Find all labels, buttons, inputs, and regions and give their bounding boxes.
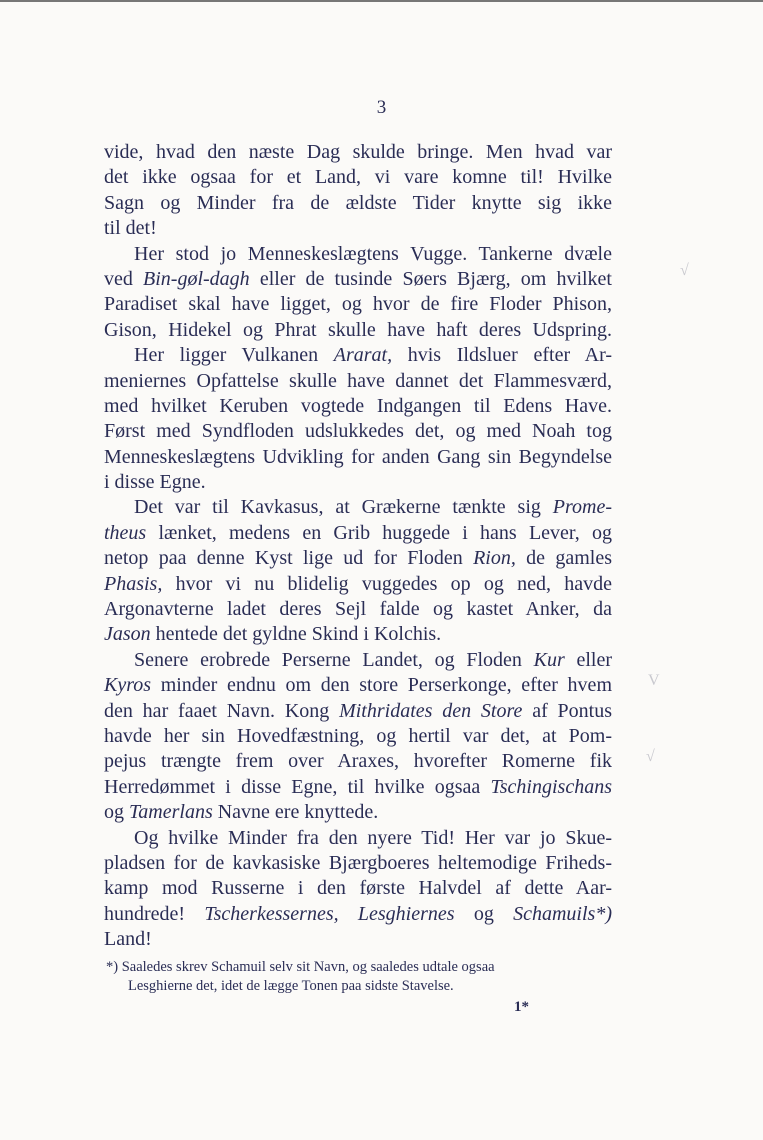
body-text [104, 140, 612, 953]
italic-term: Schamuils*) [513, 902, 612, 925]
italic-term: Tschingischans [490, 775, 612, 798]
text-line: netop paa denne Kyst lige ud for Floden Rion, de gamles [104, 547, 613, 570]
text-line: meniernes Opfattelse skulle have dannet det Flammesværd, [104, 369, 612, 392]
footnote-line: *) Saaledes skrev Schamuil selv sit Navn, og saaledes udtale ogsaa [106, 959, 495, 975]
margin-check-mark: V [648, 672, 660, 689]
text-line: Her stod jo Menneskeslægtens Vugge. Tankerne dvæle [134, 242, 612, 265]
text-line: Senere erobrede Perserne Landet, og Floden Kur eller [134, 648, 612, 671]
italic-term: Mithridates den Store [339, 699, 523, 722]
text-line: Sagn og Minder fra de ældste Tider knytte sig ikke [104, 191, 612, 214]
text-line: hundrede! Tscherkessernes, Lesghiernes og Schamuils*) [104, 902, 612, 925]
margin-check-mark: √ [646, 748, 655, 765]
text-line: Phasis, hvor vi nu blidelig vuggedes op og ned, havde [104, 572, 612, 595]
italic-term: Rion, [473, 547, 516, 570]
text-line: Det var til Kavkasus, at Grækerne tænkte sig Prome- [134, 496, 612, 519]
text-line: Her ligger Vulkanen Ararat, hvis Ildsluer efter Ar- [134, 344, 613, 367]
italic-term: Bin-gøl-dagh [143, 267, 250, 290]
italic-term: Jason [104, 623, 151, 646]
text-line: pejus trængte frem over Araxes, hvorefter Romerne fik [104, 750, 612, 773]
signature-mark: 1* [514, 999, 529, 1015]
text-line: med hvilket Keruben vogtede Indgangen til Edens Have. [104, 394, 612, 417]
text-line: til det! [104, 217, 157, 240]
text-line: og Tamerlans Navne ere knyttede. [104, 801, 379, 824]
text-line: havde her sin Hovedfæstning, og hertil var det, at Pom- [104, 724, 612, 747]
text-line: ved Bin-gøl-dagh eller de tusinde Søers Bjærg, om hvilket [104, 267, 612, 290]
text-line: den har faaet Navn. Kong Mithridates den Store af Pontus [104, 699, 613, 722]
italic-term: Tscherkessernes, Lesghiernes [204, 902, 455, 925]
footnote-line: Lesghierne det, idet de lægge Tonen paa sidste Stavelse. [128, 978, 454, 994]
text-line: det ikke ogsaa for et Land, vi vare komne til! Hvilke [104, 166, 612, 189]
italic-term: Phasis, [104, 572, 163, 595]
italic-term: Kyros [104, 674, 152, 697]
italic-term: theus [104, 521, 147, 544]
text-line: Paradiset skal have ligget, og hvor de fire Floder Phison, [104, 293, 612, 316]
italic-term: Kur [533, 648, 565, 671]
text-line: Herredømmet i disse Egne, til hvilke ogsaa Tschingischans [104, 775, 612, 798]
italic-term: Tamerlans [129, 801, 213, 824]
text-line: Gison, Hidekel og Phrat skulle have haft deres Udspring. [104, 318, 612, 341]
text-line: kamp mod Russerne i den første Halvdel af dette Aar- [104, 877, 612, 900]
footnote [104, 958, 612, 996]
text-line: Land! [104, 928, 152, 951]
text-line: theus lænket, medens en Grib huggede i hans Lever, og [104, 521, 612, 544]
text-line: Først med Syndfloden udslukkedes det, og med Noah tog [104, 420, 612, 443]
text-line: Kyros minder endnu om den store Perserkonge, efter hvem [104, 674, 612, 697]
italic-term: Prome- [552, 496, 612, 519]
text-line: Og hvilke Minder fra den nyere Tid! Her var jo Skue- [134, 826, 612, 849]
text-line: i disse Egne. [104, 471, 206, 494]
text-line: Menneskeslægtens Udvikling for anden Gang sin Begyndelse [104, 445, 612, 468]
text-line: vide, hvad den næste Dag skulde bringe. Men hvad var [104, 141, 612, 163]
margin-check-mark: √ [680, 262, 689, 279]
text-line: Argonavterne ladet deres Sejl falde og kastet Anker, da [104, 598, 612, 621]
text-line: pladsen for de kavkasiske Bjærgboeres heltemodige Friheds- [104, 851, 612, 874]
top-rule [0, 0, 763, 2]
page-number: 3 [376, 97, 387, 118]
text-line: Jason hentede det gyldne Skind i Kolchis. [104, 623, 442, 646]
italic-term: Ararat, [333, 344, 393, 367]
